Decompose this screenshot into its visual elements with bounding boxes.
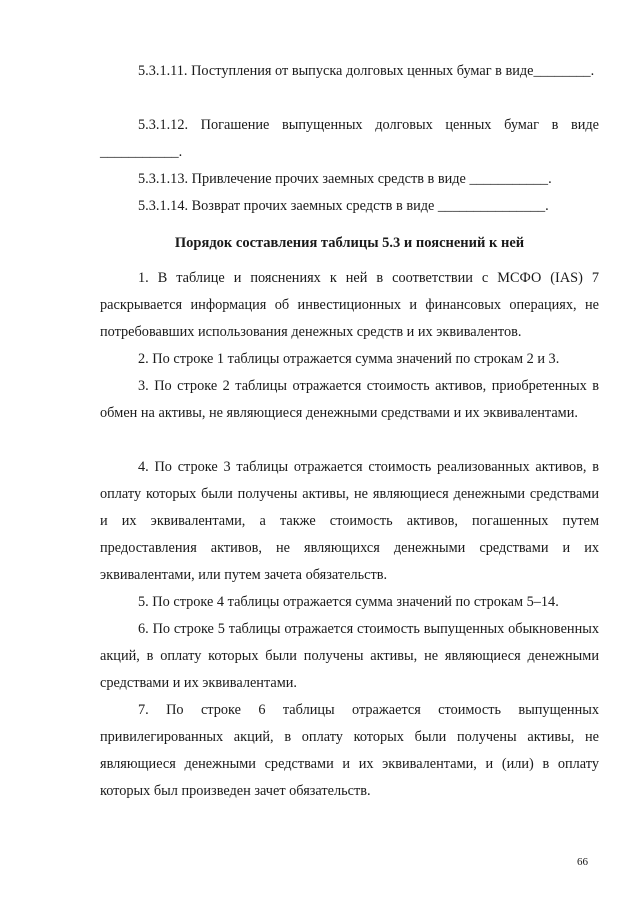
item-5-3-1-12: 5.3.1.12. Погашение выпущенных долговых ценных бумаг в виде ___________.	[100, 117, 599, 160]
paragraph-7: 7. По строке 6 таблицы отражается стоимость выпущенных привилегированных акций, в оплату которых были получены активы, не являющиеся денежными средствами и их эквивалентами, и (или) в оплату которых был произведен зачет обязательств.	[100, 702, 599, 799]
section-heading: Порядок составления таблицы 5.3 и пояснений к ней	[174, 235, 525, 251]
paragraph-2: 2. По строке 1 таблицы отражается сумма значений по строкам 2 и 3.	[138, 351, 560, 367]
paragraph-6: 6. По строке 5 таблицы отражается стоимость выпущенных обыкновенных акций, в оплату которых были получены активы, не являющиеся денежными средствами и их эквивалентами.	[100, 621, 599, 691]
paragraph-3: 3. По строке 2 таблицы отражается стоимость активов, приобретенных в обмен на активы, не являющиеся денежными средствами и их эквивалентами.	[100, 378, 599, 421]
paragraph-1: 1. В таблице и пояснениях к ней в соответствии с МСФО (IAS) 7 раскрывается информация об инвестиционных и финансовых операциях, не потребовавших использования денежных средств и их эквивалентов.	[100, 270, 599, 340]
item-5-3-1-11: 5.3.1.11. Поступления от выпуска долговых ценных бумаг в виде________.	[138, 63, 595, 79]
page-number: 66	[577, 856, 588, 868]
item-5-3-1-14: 5.3.1.14. Возврат прочих заемных средств в виде _______________.	[138, 198, 549, 214]
paragraph-4: 4. По строке 3 таблицы отражается стоимость реализованных активов, в оплату которых были получены активы, не являющиеся денежными средствами и их эквивалентами, а также стоимость активов, погашенных путем предоставления активов, не являющихся денежными средствами и их эквивалентами, или путем зачета обязательств.	[100, 459, 599, 583]
item-5-3-1-13: 5.3.1.13. Привлечение прочих заемных средств в виде ___________.	[138, 171, 552, 187]
paragraph-5: 5. По строке 4 таблицы отражается сумма значений по строкам 5–14.	[138, 594, 559, 610]
